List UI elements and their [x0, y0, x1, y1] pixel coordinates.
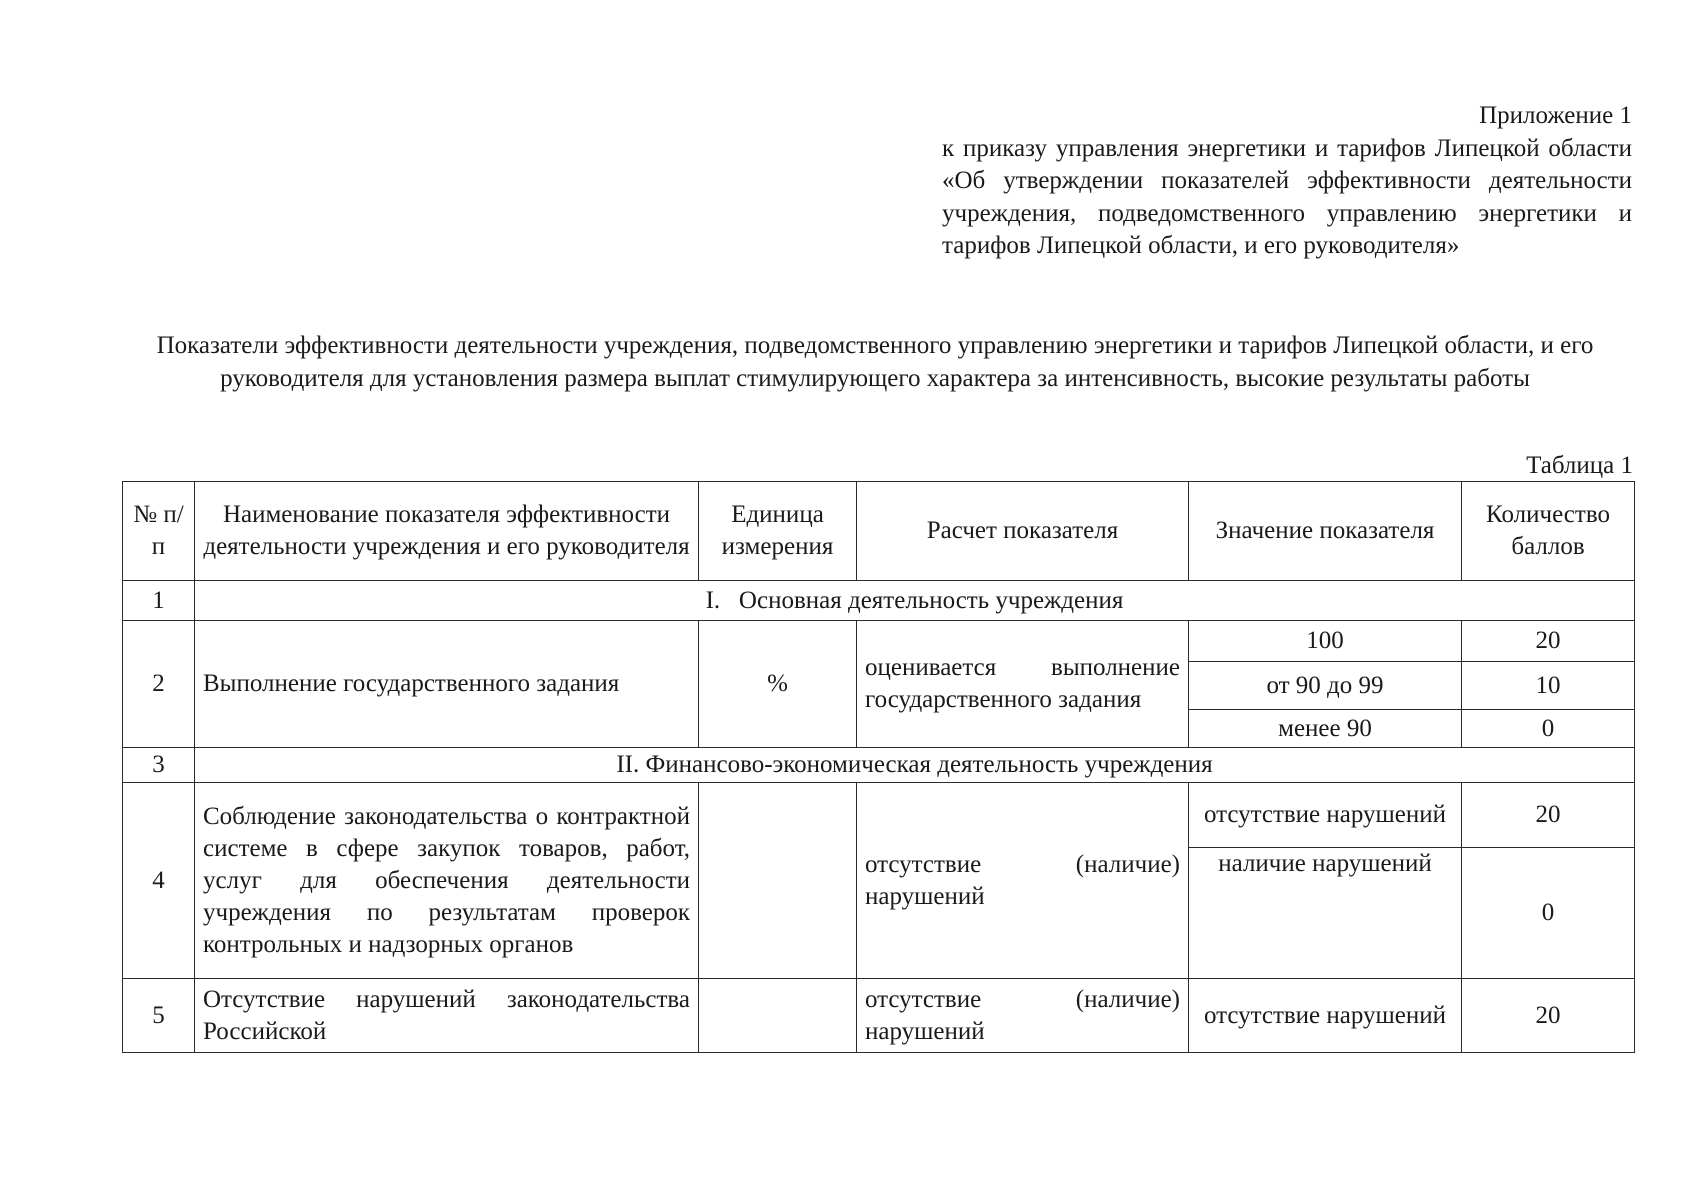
- table-label: Таблица 1: [1526, 452, 1633, 479]
- score-cell: 0: [1462, 848, 1635, 979]
- indicators-table: [122, 481, 1635, 1053]
- header-calc: Расчет показателя: [857, 482, 1189, 581]
- calc-cell: отсутствие (наличие) нарушений: [857, 979, 1189, 1053]
- value-cell: от 90 до 99: [1189, 662, 1462, 710]
- table-header-row: [123, 482, 1635, 581]
- section-heading: I. Основная деятельность учреждения: [195, 581, 1635, 621]
- unit-cell: [699, 783, 857, 979]
- indicator-name: Отсутствие нарушений законодательства Российской: [195, 979, 699, 1053]
- header-value: Значение показателя: [1189, 482, 1462, 581]
- table-row: [123, 621, 1635, 662]
- header-num: № п/п: [123, 482, 195, 581]
- calc-cell: отсутствие (наличие) нарушений: [857, 783, 1189, 979]
- unit-cell: [699, 979, 857, 1053]
- annex-block: [942, 100, 1632, 263]
- value-cell: отсутствие нарушений: [1189, 979, 1462, 1053]
- score-cell: 0: [1462, 710, 1635, 748]
- table-row: [123, 748, 1635, 783]
- value-cell: отсутствие нарушений: [1189, 783, 1462, 848]
- row-num: 2: [123, 621, 195, 748]
- row-num: 4: [123, 783, 195, 979]
- indicator-name: Выполнение государственного задания: [195, 621, 699, 748]
- document-title: Показатели эффективности деятельности учреждения, подведомственного управлению энергетики и тарифов Липецкой области, и его руководителя для установления размера выплат стимулирующего характера за интенсивность, высокие результаты работы: [156, 332, 1594, 392]
- value-cell: наличие нарушений: [1189, 848, 1462, 979]
- value-cell: менее 90: [1189, 710, 1462, 748]
- table-row: [123, 783, 1635, 848]
- header-name: Наименование показателя эффективности деятельности учреждения и его руководителя: [195, 482, 699, 581]
- table-row: [123, 979, 1635, 1053]
- row-num: 3: [123, 748, 195, 783]
- calc-cell: оценивается выполнение государственного задания: [857, 621, 1189, 748]
- score-cell: 20: [1462, 621, 1635, 662]
- annex-title: Приложение 1: [1479, 102, 1632, 129]
- score-cell: 20: [1462, 979, 1635, 1053]
- table-row: [123, 581, 1635, 621]
- row-num: 1: [123, 581, 195, 621]
- unit-cell: %: [699, 621, 857, 748]
- score-cell: 10: [1462, 662, 1635, 710]
- annex-text: к приказу управления энергетики и тарифов Липецкой области «Об утверждении показателей эффективности деятельности учреждения, подведомственного управлению энергетики и тарифов Липецкой области, и его руководителя»: [942, 134, 1632, 259]
- row-num: 5: [123, 979, 195, 1053]
- section-heading: II. Финансово-экономическая деятельность учреждения: [195, 748, 1635, 783]
- indicator-name: Соблюдение законодательства о контрактной системе в сфере закупок товаров, работ, услуг для обеспечения деятельности учреждения по результатам проверок контрольных и надзорных органов: [195, 783, 699, 979]
- header-score: Количество баллов: [1462, 482, 1635, 581]
- score-cell: 20: [1462, 783, 1635, 848]
- header-unit: Единица измерения: [699, 482, 857, 581]
- value-cell: 100: [1189, 621, 1462, 662]
